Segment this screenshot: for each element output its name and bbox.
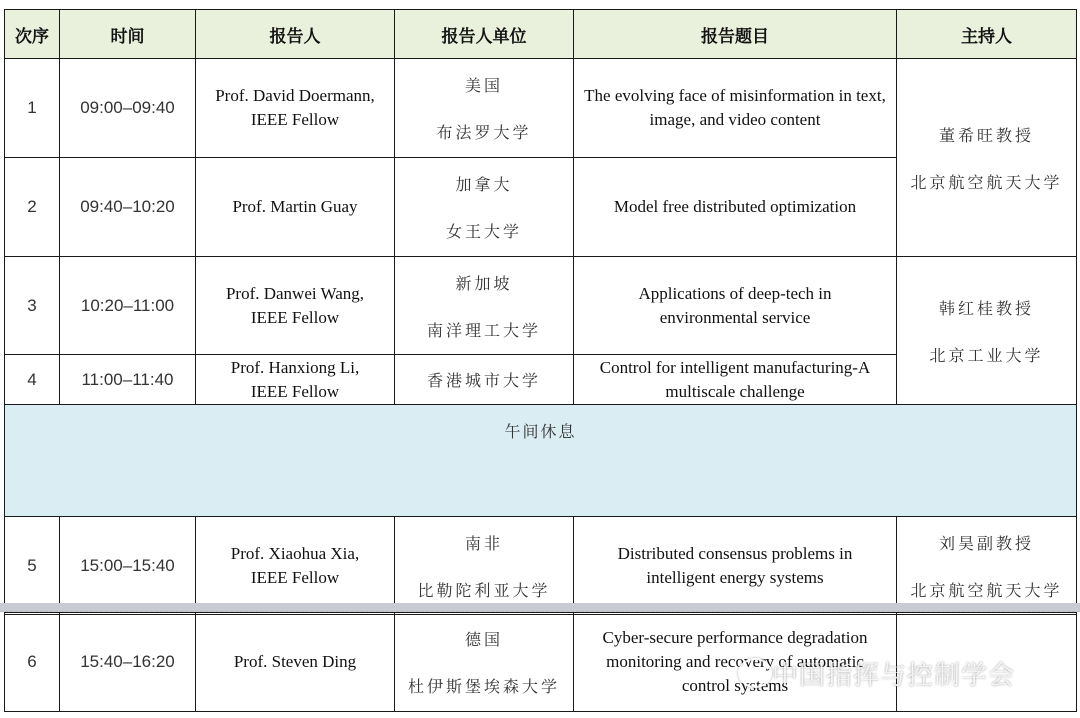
lunch-break-label: 午间休息 xyxy=(5,405,1077,517)
row-time: 09:00–09:40 xyxy=(60,59,196,158)
affiliation-country: 美国 xyxy=(464,76,503,95)
row-time: 11:00–11:40 xyxy=(60,355,196,405)
affiliation-university: 比勒陀利亚大学 xyxy=(417,580,551,600)
affiliation-country: 新加坡 xyxy=(455,273,513,293)
row-number: 2 xyxy=(5,158,60,257)
row-host xyxy=(897,257,1077,405)
row-talk-title: Model free distributed optimization xyxy=(574,158,897,257)
host-affiliation: 北京航空航天大学 xyxy=(910,172,1063,192)
row-talk-title: Cyber-secure performance degradation monitoring and recovery of automatic control systems xyxy=(574,613,897,712)
host-name: 刘昊副教授 xyxy=(938,533,1034,553)
row-time: 10:20–11:00 xyxy=(60,257,196,355)
row-affiliation xyxy=(395,257,574,355)
header-time: 时间 xyxy=(60,10,196,59)
row-speaker xyxy=(196,517,395,615)
table-row xyxy=(5,517,1077,615)
row-time: 09:40–10:20 xyxy=(60,158,196,257)
row-host xyxy=(897,59,1077,257)
header-speaker: 报告人 xyxy=(196,10,395,59)
host-affiliation: 北京航空航天大学 xyxy=(910,580,1063,600)
speaker-name: Prof. Hanxiong Li, xyxy=(230,357,360,377)
speaker-title: IEEE Fellow xyxy=(250,110,340,129)
row-speaker xyxy=(196,613,395,712)
header-host: 主持人 xyxy=(897,10,1077,59)
row-talk-title: The evolving face of misinformation in text, image, and video content xyxy=(574,59,897,158)
row-time: 15:40–16:20 xyxy=(60,613,196,712)
speaker-title: IEEE Fellow xyxy=(250,567,340,587)
schedule-table xyxy=(4,9,1077,615)
row-affiliation xyxy=(395,517,574,615)
speaker-name: Prof. David Doermann, xyxy=(215,86,375,105)
speaker-title: IEEE Fellow xyxy=(250,307,340,327)
affiliation-university: 杜伊斯堡埃森大学 xyxy=(407,677,560,696)
row-affiliation: 香港城市大学 xyxy=(395,355,574,405)
row-affiliation xyxy=(395,613,574,712)
speaker-name: Prof. Xiaohua Xia, xyxy=(230,543,360,563)
watermark: 中国指挥与控制学会 xyxy=(772,661,1016,691)
affiliation-country: 南非 xyxy=(464,533,503,553)
row-number: 1 xyxy=(5,59,60,158)
host-name: 韩红桂教授 xyxy=(938,298,1034,318)
affiliation-university: 布法罗大学 xyxy=(436,123,532,142)
table-row xyxy=(5,257,1077,355)
page-break xyxy=(0,603,1080,612)
row-speaker xyxy=(196,257,395,355)
row-host xyxy=(897,517,1077,615)
row-speaker xyxy=(196,355,395,405)
row-number: 4 xyxy=(5,355,60,405)
host-affiliation: 北京工业大学 xyxy=(929,345,1044,365)
affiliation-university: 女王大学 xyxy=(445,222,522,241)
row-time: 15:00–15:40 xyxy=(60,517,196,615)
row-affiliation xyxy=(395,158,574,257)
host-name: 董希旺教授 xyxy=(938,125,1034,145)
header-affiliation: 报告人单位 xyxy=(395,10,574,59)
affiliation-country: 加拿大 xyxy=(455,175,513,194)
row-affiliation xyxy=(395,59,574,158)
header-row xyxy=(5,10,1077,59)
affiliation-country: 德国 xyxy=(464,630,503,649)
affiliation-university: 南洋理工大学 xyxy=(426,320,541,340)
header-order: 次序 xyxy=(5,10,60,59)
row-number: 5 xyxy=(5,517,60,615)
speaker-name: Prof. Martin Guay xyxy=(232,197,358,216)
row-talk-title: Control for intelligent manufacturing-A multiscale challenge xyxy=(574,355,897,405)
row-number: 3 xyxy=(5,257,60,355)
row-speaker xyxy=(196,158,395,257)
speaker-name: Prof. Danwei Wang, xyxy=(225,283,365,303)
header-talk-title: 报告题目 xyxy=(574,10,897,59)
row-talk-title: Applications of deep-tech in environmental service xyxy=(574,257,897,355)
row-speaker xyxy=(196,59,395,158)
wechat-icon xyxy=(738,658,772,688)
row-talk-title: Distributed consensus problems in intelligent energy systems xyxy=(574,517,897,615)
speaker-name: Prof. Steven Ding xyxy=(233,652,357,671)
table-row xyxy=(5,59,1077,158)
speaker-title: IEEE Fellow xyxy=(250,381,340,401)
row-number: 6 xyxy=(5,613,60,712)
lunch-break-row xyxy=(5,405,1077,517)
